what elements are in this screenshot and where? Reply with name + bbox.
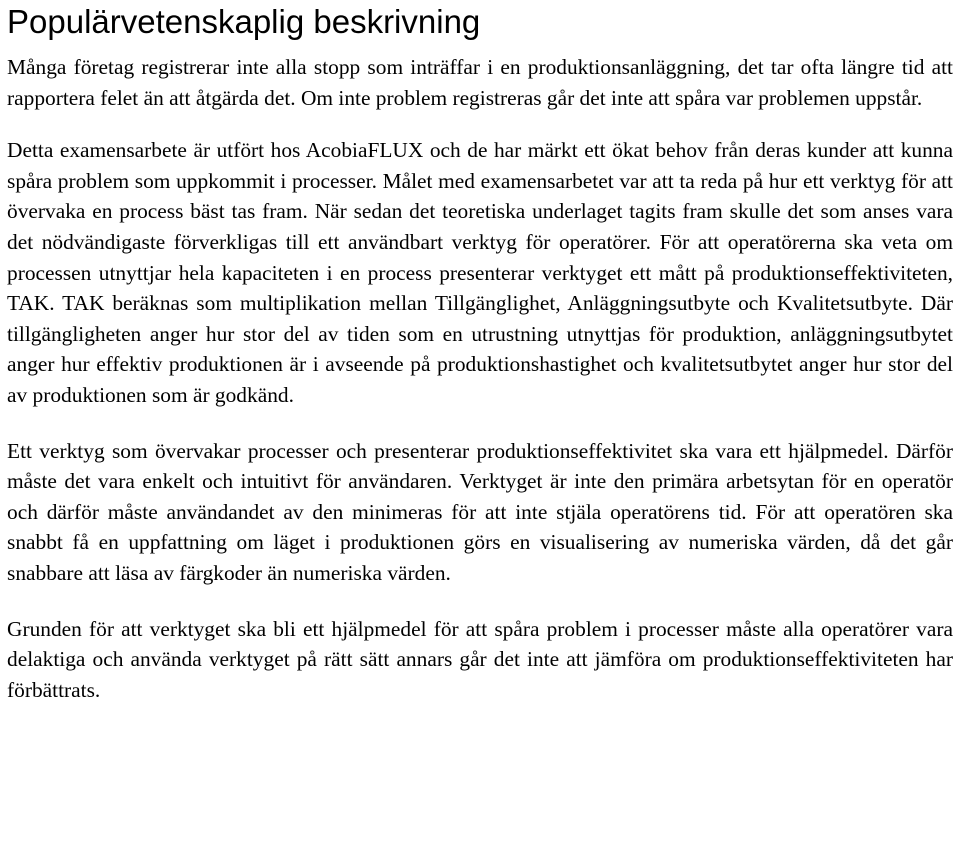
paragraph-4: Grunden för att verktyget ska bli ett hjälpmedel för att spåra problem i processer måste alla operatörer vara delaktiga och använda verktyget på rätt sätt annars går det inte att jämföra om produktionseffektiviteten har förbättrats. xyxy=(7,616,953,702)
page-title: Populärvetenskaplig beskrivning xyxy=(7,3,481,40)
paragraph-3: Ett verktyg som övervakar processer och presenterar produktionseffektivitet ska vara ett hjälpmedel. Därför måste det vara enkelt och intuitivt för användaren. Verktyget är inte den primära arbetsytan för en operatör och därför måste användandet av den minimeras för att inte stjäla operatörens tid. För att operatören ska snabbt få en uppfattning om läget i produktionen görs en visualisering av numeriska värden, då det går snabbare att läsa av färgkoder än numeriska värden. xyxy=(7,438,953,585)
document-page xyxy=(7,0,953,705)
paragraph-1: Många företag registrerar inte alla stopp som inträffar i en produktionsanläggning, det tar ofta längre tid att rapportera felet än att åtgärda det. Om inte problem registreras går det inte att spåra var problemen uppstår. xyxy=(7,55,953,110)
paragraph-2: Detta examensarbete är utfört hos AcobiaFLUX och de har märkt ett ökat behov från deras kunder att kunna spåra problem som uppkommit i processer. Målet med examensarbetet var att ta reda på hur ett verktyg för att övervaka en process bäst tas fram. När sedan det teoretiska underlaget tagits fram skulle det som anses vara det nödvändigaste förverkligas till ett användbart verktyg för operatörer. För att operatörerna ska veta om processen utnyttjar hela kapaciteten i en process presenterar verktyget ett mått på produktionseffektiviteten, TAK. TAK beräknas som multiplikation mellan Tillgänglighet, Anläggningsutbyte och Kvalitetsutbyte. Där tillgängligheten anger hur stor del av tiden som en utrustning utnyttjas för produktion, anläggningsutbytet anger hur effektiv produktionen är i avseende på produktionshastighet och kvalitetsutbytet anger hur stor del av produktionen som är godkänd. xyxy=(7,138,953,407)
